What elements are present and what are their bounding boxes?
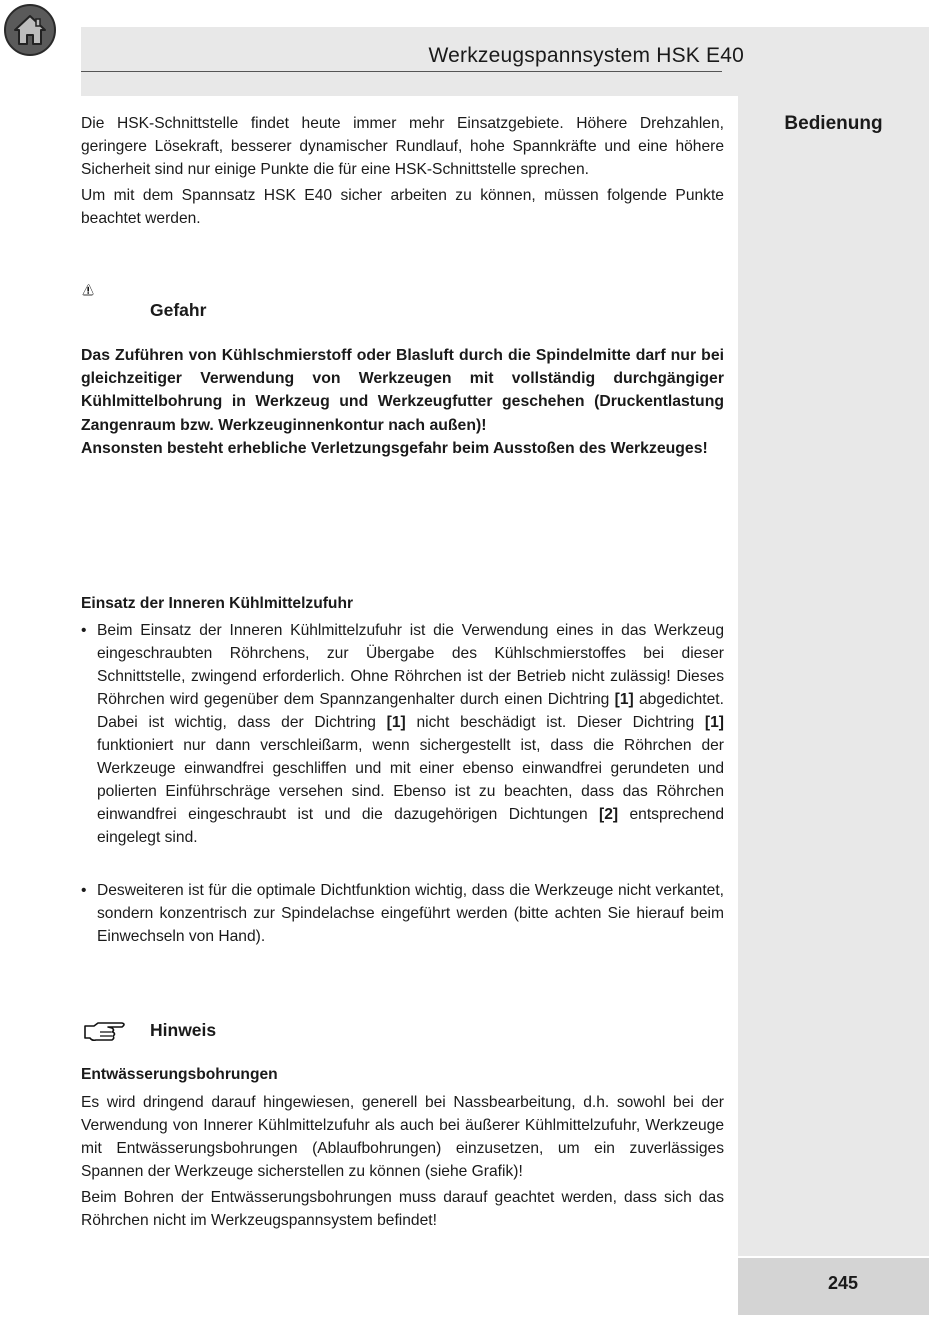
- sidebar: [738, 96, 929, 1256]
- bullet-text-part: abgedichtet. Dabei ist wichtig, dass der Dichtring: [97, 691, 724, 731]
- reference-1: [1]: [386, 714, 406, 731]
- danger-label: Gefahr: [150, 300, 207, 320]
- header-divider: [81, 71, 722, 72]
- reference-2: [2]: [599, 806, 619, 823]
- note-heading: Entwässerungsbohrungen: [81, 1066, 278, 1083]
- note-paragraph-1: Es wird dringend darauf hingewiesen, generell bei Nassbearbeitung, d.h. sowohl bei der Verwendung von Innerer Kühlmittelzufuhr als auch bei äußerer Kühlmittelzufuhr, Werkzeuge mit Entwässerungsbohrungen (Ablaufbohrungen) einzusetzen, um ein zuverlässiges Spannen der Werkzeuge sicherstellen zu können (siehe Grafik)!: [81, 1094, 724, 1180]
- home-button[interactable]: [4, 4, 56, 56]
- intro-paragraph-1: Die HSK-Schnittstelle findet heute immer mehr Einsatzgebiete. Höhere Drehzahlen, geringere Lösekraft, besserer dynamischer Rundlauf, hohe Spannkräfte und eine höhere Sicherheit sind nur einige Punkte die für eine HSK-Schnittstelle sprechen.: [81, 115, 724, 178]
- bullet-text: [97, 619, 724, 849]
- intro-paragraph-2: Um mit dem Spannsatz HSK E40 sicher arbeiten zu können, müssen folgende Punkte beachtet werden.: [81, 187, 724, 227]
- bullet-text-part: funktioniert nur dann verschleißarm, wenn sichergestellt ist, dass die Röhrchen der Werkzeuge einwandfrei geschliffen und mit einer ebenso einwandfrei gerundeten und polierten Einführschräge versehen sind. Ebenso ist zu beachten, dass das Röhrchen einwandfrei eingeschraubt ist und die dazugehörigen Dichtungen: [97, 737, 724, 823]
- reference-1: [1]: [614, 691, 634, 708]
- coolant-heading: Einsatz der Inneren Kühlmittelzufuhr: [81, 595, 354, 612]
- bullet-text: Desweiteren ist für die optimale Dichtfunktion wichtig, dass die Werkzeuge nicht verkantet, sondern konzentrisch zur Spindelachse eingeführt werden (bitte achten Sie hierauf beim Einwechseln von Hand).: [97, 882, 724, 945]
- bullet-text-part: nicht beschädigt ist. Dieser Dichtring: [405, 714, 705, 731]
- bullet-text-part: entsprechend eingelegt sind.: [97, 806, 724, 846]
- pointing-hand-icon: [82, 1020, 128, 1044]
- reference-1: [1]: [704, 714, 724, 731]
- bullet-text-part: Beim Einsatz der Inneren Kühlmittelzufuhr ist die Verwendung eines in das Werkzeug eingeschraubten Röhrchens, zur Übergabe des Kühlschmierstoffes bei dieser Schnittstelle, zwingend erforderlich. Ohne Röhrchen ist der Betrieb nicht zulässig! Dieses Röhrchen wird gegenüber dem Spannzangenhalter durch einen Dichtring: [97, 622, 724, 708]
- page-number: 245: [827, 1273, 859, 1293]
- danger-text-1: Das Zuführen von Kühlschmierstoff oder Blasluft durch die Spindelmitte darf nur bei gleichzeitiger Verwendung von Werkzeugen mit vollständig durchgängiger Kühlmittelbohrung in Werkzeug und Werkzeugfutter geschehen (Druckentlastung Zangenraum bzw. Werkzeuginnenkontur nach außen)!: [81, 347, 724, 434]
- note-section: [81, 1091, 724, 1232]
- page-title: Werkzeugspannsystem HSK E40: [428, 44, 744, 67]
- coolant-bullet-2: [81, 879, 724, 948]
- note-paragraph-2: Beim Bohren der Entwässerungsbohrungen muss darauf geachtet werden, dass sich das Röhrchen nicht im Werkzeugspannsystem befindet!: [81, 1189, 724, 1229]
- home-icon: [12, 13, 48, 47]
- intro-section: [81, 112, 724, 230]
- note-label: Hinweis: [150, 1020, 217, 1040]
- bullet-marker: •: [81, 622, 87, 639]
- danger-section: [81, 344, 724, 460]
- coolant-bullet-1: [81, 619, 724, 849]
- danger-text-2: Ansonsten besteht erhebliche Verletzungsgefahr beim Ausstoßen des Werkzeuges!: [81, 439, 708, 457]
- section-label: Bedienung: [784, 113, 883, 134]
- bullet-marker: •: [81, 882, 87, 899]
- warning-icon: [82, 260, 142, 320]
